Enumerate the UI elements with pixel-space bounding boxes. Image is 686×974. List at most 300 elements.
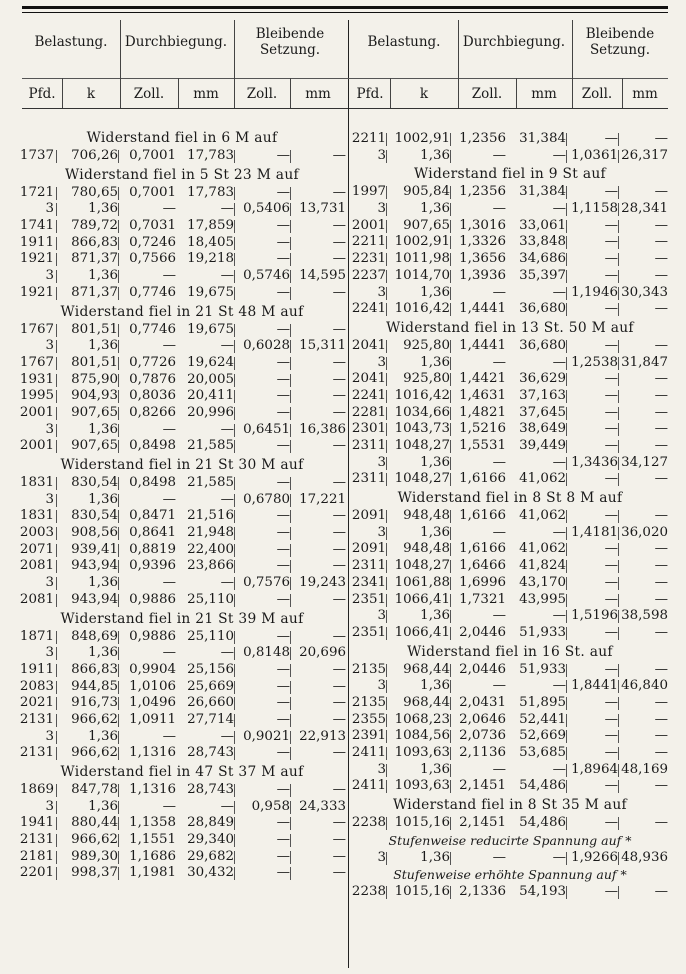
note-line: Stufenweise erhöhte Spannung auf * — [393, 867, 627, 883]
cell-divider — [618, 627, 619, 640]
cell-divider — [290, 237, 291, 250]
cell-divider — [234, 714, 235, 727]
cell-setzung-mm: — — [332, 848, 346, 864]
cell-setzung-zoll: — — [276, 782, 290, 797]
cell-divider — [450, 664, 451, 677]
cell-mm: 19,218 — [187, 251, 234, 267]
cell-zoll: 1,4631 — [459, 387, 506, 403]
cell-divider — [56, 237, 57, 250]
cell-mm: 34,686 — [519, 251, 566, 267]
table-row — [350, 184, 670, 201]
table-row — [18, 712, 346, 729]
cell-zoll: 0,7246 — [129, 234, 176, 250]
cell-setzung-mm: — — [654, 421, 668, 437]
cell-divider — [118, 510, 119, 523]
cell-mm: 18,405 — [187, 234, 234, 250]
table-row — [18, 629, 346, 646]
cell-zoll: 0,7001 — [129, 184, 176, 200]
cell-divider — [566, 186, 567, 199]
cell-pfd: 2001 — [19, 438, 54, 454]
cell-divider — [386, 560, 387, 573]
table-row — [350, 695, 670, 712]
cell-mm: 52,441 — [519, 711, 566, 727]
cell-zoll: 1,0911 — [129, 711, 176, 727]
cell-mm: 31,384 — [519, 184, 566, 200]
cell-zoll: 0,8266 — [129, 404, 176, 420]
cell-setzung-zoll: — — [276, 865, 290, 881]
cell-divider — [618, 780, 619, 793]
cell-divider — [234, 731, 235, 744]
header-k: k — [86, 86, 96, 102]
cell-pfd: 3 — [45, 491, 54, 507]
table-row — [18, 475, 346, 492]
cell-mm: 51,933 — [519, 624, 566, 640]
cell-divider — [56, 784, 57, 797]
cell-mm: 25,669 — [187, 678, 234, 694]
cell-divider — [450, 340, 451, 353]
table-row — [350, 778, 670, 795]
cell-zoll: 2,0446 — [459, 624, 506, 640]
cell-k: 830,54 — [71, 475, 118, 490]
cell-divider — [450, 680, 451, 693]
cell-divider — [386, 730, 387, 743]
header-zoll: Zoll. — [246, 86, 278, 102]
cell-pfd: 1737 — [19, 148, 54, 163]
header-zoll: Zoll. — [471, 86, 503, 102]
cell-mm: — — [220, 421, 234, 437]
cell-k: 939,41 — [71, 541, 118, 557]
cell-divider — [290, 681, 291, 694]
cell-setzung-mm: 13,731 — [299, 201, 346, 217]
cell-setzung-mm: 22,913 — [299, 728, 346, 744]
cell-divider — [566, 852, 567, 865]
header-zoll: Zoll. — [581, 86, 613, 102]
cell-divider — [118, 697, 119, 710]
cell-mm: 28,743 — [187, 745, 234, 761]
cell-k: 998,37 — [71, 865, 118, 881]
cell-divider — [234, 477, 235, 490]
cell-divider — [234, 203, 235, 216]
cell-k: 1061,88 — [394, 574, 450, 590]
cell-mm: 26,660 — [187, 695, 234, 711]
cell-pfd: 2391 — [351, 728, 386, 744]
cell-divider — [566, 627, 567, 640]
cell-mm: 17,859 — [187, 218, 234, 234]
cell-pfd: 2341 — [351, 574, 386, 590]
cell-k: 1,36 — [88, 728, 118, 744]
cell-mm: 51,933 — [519, 661, 566, 677]
cell-pfd: 2083 — [19, 678, 54, 694]
cell-k: 1084,56 — [394, 728, 450, 744]
header-divider — [234, 20, 235, 108]
cell-divider — [290, 424, 291, 437]
cell-divider — [290, 407, 291, 420]
cell-divider — [118, 220, 119, 233]
cell-mm: — — [552, 524, 566, 540]
cell-k: 925,80 — [403, 337, 450, 353]
cell-zoll: — — [492, 284, 506, 300]
cell-divider — [290, 374, 291, 387]
cell-k: 904,93 — [71, 388, 118, 404]
cell-divider — [450, 560, 451, 573]
cell-divider — [566, 594, 567, 607]
cell-divider — [386, 236, 387, 249]
cell-divider — [118, 357, 119, 370]
cell-zoll: 1,4421 — [459, 371, 506, 387]
table-row — [18, 218, 346, 235]
cell-setzung-zoll: — — [604, 745, 618, 760]
cell-setzung-zoll: — — [276, 525, 290, 541]
cell-pfd: 2211 — [351, 234, 386, 250]
top-rule-thick — [22, 6, 668, 9]
cell-divider — [618, 423, 619, 436]
cell-setzung-zoll: — — [276, 832, 290, 848]
cell-setzung-mm: — — [332, 865, 346, 881]
cell-setzung-mm: — — [332, 251, 346, 267]
cell-divider — [618, 303, 619, 316]
cell-divider — [56, 374, 57, 387]
cell-pfd: 3 — [377, 201, 386, 217]
cell-divider — [450, 747, 451, 760]
cell-divider — [118, 287, 119, 300]
cell-setzung-zoll: — — [604, 301, 618, 317]
cell-divider — [450, 473, 451, 486]
cell-divider — [566, 373, 567, 386]
cell-setzung-mm: 48,936 — [621, 849, 668, 865]
cell-mm: 54,193 — [519, 884, 566, 900]
cell-setzung-zoll: — — [604, 728, 618, 744]
cell-zoll: 0,7876 — [129, 371, 176, 387]
cell-mm: — — [552, 849, 566, 865]
cell-divider — [290, 270, 291, 283]
cell-divider — [234, 150, 235, 163]
cell-divider — [118, 647, 119, 660]
cell-mm: 53,685 — [519, 745, 566, 760]
cell-setzung-mm: — — [332, 508, 346, 524]
cell-setzung-mm: — — [332, 404, 346, 420]
cell-pfd: 2201 — [19, 865, 54, 881]
table-row — [18, 492, 346, 509]
cell-divider — [386, 340, 387, 353]
cell-divider — [386, 543, 387, 556]
cell-divider — [290, 851, 291, 864]
cell-divider — [234, 407, 235, 420]
cell-pfd: 3 — [377, 354, 386, 370]
cell-divider — [386, 253, 387, 266]
column-divider-body — [348, 108, 349, 968]
cell-mm: 29,340 — [187, 832, 234, 848]
cell-pfd: 3 — [45, 728, 54, 744]
cell-divider — [386, 287, 387, 300]
cell-divider — [56, 801, 57, 814]
cell-setzung-zoll: — — [276, 388, 290, 404]
cell-divider — [450, 697, 451, 710]
cell-pfd: 2231 — [351, 251, 386, 267]
cell-k: 948,48 — [403, 541, 450, 557]
cell-mm: 21,516 — [187, 508, 234, 524]
cell-zoll: — — [492, 608, 506, 624]
table-row — [18, 662, 346, 679]
table-row — [18, 592, 346, 609]
cell-divider — [618, 253, 619, 266]
cell-divider — [234, 681, 235, 694]
cell-zoll: — — [492, 201, 506, 217]
cell-zoll: 1,0496 — [129, 695, 176, 711]
cell-mm: 36,680 — [519, 337, 566, 353]
cell-mm: — — [552, 284, 566, 300]
cell-divider — [566, 340, 567, 353]
cell-setzung-mm: — — [332, 218, 346, 234]
cell-divider — [618, 373, 619, 386]
left-table — [18, 128, 346, 882]
cell-mm: 25,110 — [187, 628, 234, 644]
cell-pfd: 2091 — [351, 541, 386, 557]
cell-setzung-mm: 34,127 — [621, 454, 668, 470]
cell-setzung-zoll: — — [276, 711, 290, 727]
cell-divider — [290, 544, 291, 557]
cell-divider — [618, 407, 619, 420]
cell-k: 1002,91 — [394, 131, 450, 146]
cell-k: 1034,66 — [394, 404, 450, 420]
cell-divider — [618, 357, 619, 370]
cell-mm: 28,743 — [187, 782, 234, 797]
cell-divider — [386, 303, 387, 316]
cell-divider — [118, 631, 119, 644]
cell-pfd: 2311 — [351, 471, 386, 487]
cell-divider — [566, 886, 567, 899]
cell-divider — [234, 357, 235, 370]
cell-divider — [386, 680, 387, 693]
cell-divider — [566, 440, 567, 453]
cell-pfd: 2041 — [351, 371, 386, 387]
cell-setzung-zoll: 1,8964 — [571, 761, 618, 777]
cell-divider — [290, 203, 291, 216]
cell-divider — [386, 697, 387, 710]
cell-pfd: 2081 — [19, 591, 54, 607]
cell-divider — [566, 610, 567, 623]
cell-divider — [234, 801, 235, 814]
cell-pfd: 2411 — [351, 745, 386, 760]
cell-divider — [290, 731, 291, 744]
table-row — [350, 678, 670, 695]
cell-divider — [618, 270, 619, 283]
cell-zoll: 0,8498 — [129, 475, 176, 490]
cell-divider — [566, 714, 567, 727]
table-row — [18, 388, 346, 405]
cell-pfd: 2241 — [351, 387, 386, 403]
cell-divider — [118, 544, 119, 557]
cell-zoll: 1,4441 — [459, 337, 506, 353]
cell-zoll: — — [162, 645, 176, 661]
cell-k: 968,44 — [403, 661, 450, 677]
cell-mm: 41,062 — [519, 541, 566, 557]
cell-divider — [118, 731, 119, 744]
cell-divider — [290, 784, 291, 797]
table-row — [18, 322, 346, 339]
cell-k: 1068,23 — [394, 711, 450, 727]
table-row — [18, 185, 346, 202]
cell-setzung-zoll: — — [604, 508, 618, 524]
cell-divider — [566, 457, 567, 470]
table-header — [22, 20, 668, 109]
cell-mm: 43,995 — [519, 591, 566, 607]
cell-setzung-zoll: 1,0361 — [571, 147, 618, 163]
cell-divider — [566, 287, 567, 300]
cell-divider — [386, 577, 387, 590]
cell-divider — [56, 631, 57, 644]
cell-divider — [618, 390, 619, 403]
cell-divider — [450, 236, 451, 249]
cell-setzung-zoll: 0,6780 — [243, 491, 290, 507]
cell-mm: 28,849 — [187, 815, 234, 831]
section-heading: Widerstand fiel in 21 St 48 M auf — [60, 303, 304, 320]
cell-divider — [618, 457, 619, 470]
cell-k: 908,56 — [71, 525, 118, 541]
cell-setzung-zoll: — — [276, 695, 290, 711]
cell-divider — [56, 560, 57, 573]
table-row — [350, 592, 670, 609]
cell-mm: 20,411 — [187, 388, 234, 404]
table-row — [350, 201, 670, 218]
cell-mm: 29,682 — [187, 848, 234, 864]
cell-divider — [234, 374, 235, 387]
cell-mm: 41,062 — [519, 508, 566, 524]
cell-zoll: — — [162, 338, 176, 354]
cell-pfd: 3 — [377, 761, 386, 777]
table-row — [350, 558, 670, 575]
table-row — [350, 745, 670, 762]
cell-setzung-zoll: — — [604, 387, 618, 403]
cell-mm: — — [220, 338, 234, 354]
cell-pfd: 2001 — [351, 217, 386, 233]
table-row — [350, 471, 670, 488]
cell-setzung-zoll: — — [276, 218, 290, 234]
cell-k: 1093,63 — [394, 745, 450, 760]
cell-k: 1,36 — [88, 421, 118, 437]
cell-setzung-mm: 24,333 — [299, 798, 346, 814]
cell-pfd: 2238 — [351, 884, 386, 900]
cell-setzung-zoll: — — [276, 475, 290, 490]
cell-k: 866,83 — [71, 234, 118, 250]
cell-divider — [386, 203, 387, 216]
table-row — [18, 815, 346, 832]
cell-setzung-zoll: — — [604, 234, 618, 250]
cell-divider — [234, 494, 235, 507]
cell-divider — [566, 150, 567, 163]
cell-k: 966,62 — [71, 711, 118, 727]
cell-k: 1016,42 — [394, 301, 450, 317]
cell-zoll: 1,6166 — [459, 541, 506, 557]
table-row — [350, 815, 670, 832]
table-row — [18, 745, 346, 762]
note-line: Stufenweise reducirte Spannung auf * — [388, 832, 632, 848]
cell-divider — [386, 407, 387, 420]
cell-divider — [118, 270, 119, 283]
cell-divider — [450, 186, 451, 199]
cell-divider — [618, 340, 619, 353]
cell-divider — [386, 594, 387, 607]
cell-setzung-mm: — — [654, 574, 668, 590]
cell-divider — [566, 473, 567, 486]
cell-setzung-mm: — — [654, 745, 668, 760]
table-row — [350, 148, 670, 165]
section-heading: Widerstand fiel in 8 St 8 M auf — [397, 490, 623, 507]
cell-divider — [386, 150, 387, 163]
cell-k: 944,85 — [71, 678, 118, 694]
cell-setzung-mm: — — [654, 404, 668, 420]
cell-mm: 33,061 — [519, 217, 566, 233]
cell-zoll: — — [492, 454, 506, 470]
cell-pfd: 3 — [45, 421, 54, 437]
cell-divider — [450, 627, 451, 640]
cell-divider — [118, 577, 119, 590]
cell-pfd: 1931 — [19, 371, 54, 387]
cell-divider — [118, 747, 119, 760]
cell-pfd: 2311 — [351, 558, 386, 574]
cell-divider — [566, 220, 567, 233]
cell-zoll: 0,7566 — [129, 251, 176, 267]
cell-setzung-mm: — — [654, 558, 668, 574]
cell-divider — [618, 886, 619, 899]
cell-zoll: 1,0106 — [129, 678, 176, 694]
header-setzung: Bleibende Setzung. — [585, 26, 655, 58]
header-zoll: Zoll. — [133, 86, 165, 102]
cell-divider — [290, 220, 291, 233]
cell-divider — [386, 627, 387, 640]
cell-setzung-mm: — — [654, 884, 668, 900]
cell-setzung-mm: 19,243 — [299, 575, 346, 591]
cell-mm: 27,714 — [187, 711, 234, 727]
cell-pfd: 1995 — [19, 388, 54, 404]
cell-divider — [234, 784, 235, 797]
cell-divider — [290, 817, 291, 830]
cell-pfd: 2211 — [351, 131, 386, 146]
cell-mm: 54,486 — [519, 778, 566, 794]
cell-divider — [386, 390, 387, 403]
cell-pfd: 2301 — [351, 421, 386, 437]
cell-k: 907,65 — [71, 438, 118, 454]
cell-k: 1,36 — [420, 524, 450, 540]
cell-setzung-zoll: 0,8148 — [243, 645, 290, 661]
cell-divider — [566, 560, 567, 573]
cell-divider — [566, 510, 567, 523]
cell-divider — [450, 270, 451, 283]
table-row — [350, 625, 670, 642]
cell-k: 905,84 — [403, 184, 450, 200]
table-row — [350, 508, 670, 525]
header-durchbiegung: Durchbiegung. — [462, 34, 566, 50]
cell-zoll: — — [162, 491, 176, 507]
cell-setzung-zoll: — — [604, 421, 618, 437]
cell-setzung-zoll: — — [276, 354, 290, 370]
cell-divider — [386, 817, 387, 830]
cell-pfd: 3 — [45, 268, 54, 284]
cell-divider — [234, 747, 235, 760]
cell-divider — [566, 390, 567, 403]
table-row — [18, 558, 346, 575]
cell-divider — [450, 764, 451, 777]
cell-divider — [618, 680, 619, 693]
table-row — [18, 338, 346, 355]
cell-setzung-zoll: 1,1158 — [571, 201, 618, 217]
cell-divider — [450, 852, 451, 865]
cell-divider — [234, 594, 235, 607]
cell-divider — [566, 780, 567, 793]
cell-setzung-mm: — — [332, 541, 346, 557]
cell-k: 866,83 — [71, 661, 118, 677]
cell-divider — [618, 730, 619, 743]
cell-mm: 20,005 — [187, 371, 234, 387]
